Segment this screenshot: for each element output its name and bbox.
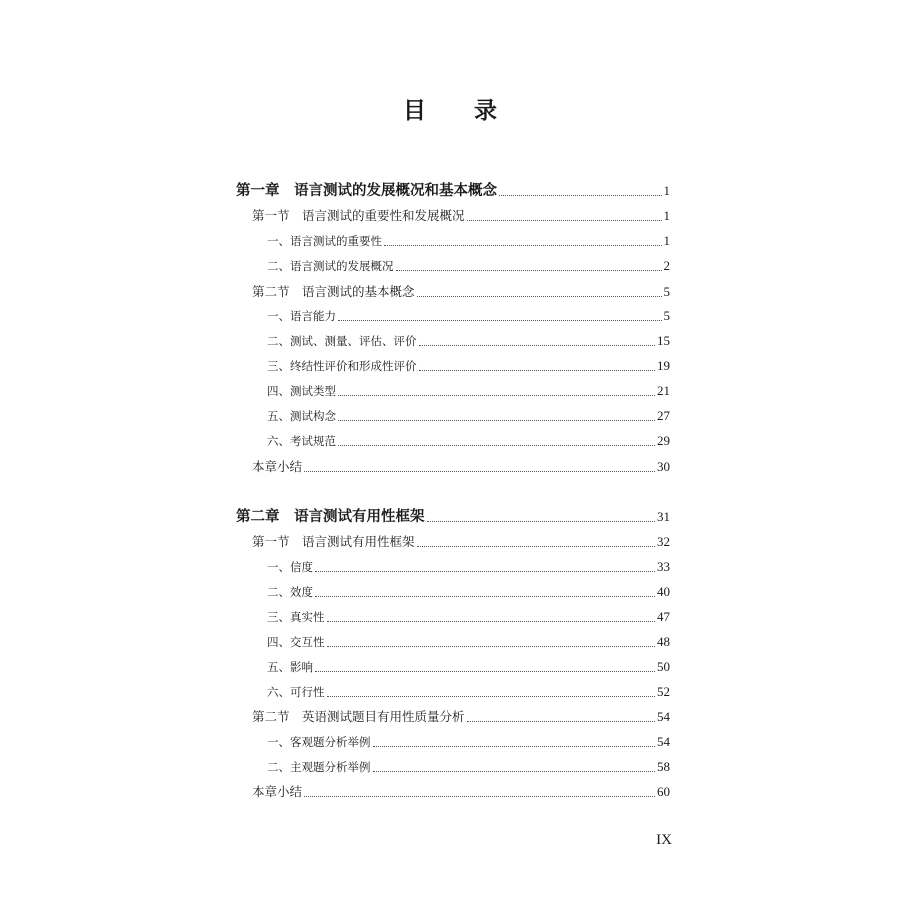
toc-entry-page: 30	[657, 459, 670, 474]
toc-entry-item	[267, 331, 670, 351]
toc-entry-label: 四、交互性	[267, 635, 325, 649]
toc-entry-label: 三、终结性评价和形成性评价	[267, 359, 417, 373]
dot-leader	[373, 771, 656, 772]
toc-entry-label: 第一章 语言测试的发展概况和基本概念	[236, 183, 497, 199]
toc-entry-item	[267, 256, 670, 276]
toc-entry-label: 五、影响	[267, 660, 313, 674]
toc-entry-item	[267, 356, 670, 376]
toc-entry-label: 一、信度	[267, 560, 313, 574]
toc-entry-label: 六、可行性	[267, 685, 325, 699]
dot-leader	[427, 521, 656, 522]
toc-entry-page: 1	[663, 183, 670, 198]
dot-leader	[384, 245, 662, 246]
toc-entry-page: 52	[657, 684, 670, 699]
toc-entry-label: 五、测试构念	[267, 409, 336, 423]
toc-entry-page: 50	[657, 659, 670, 674]
toc-entry-page: 40	[657, 584, 670, 599]
toc-entry-page: 54	[657, 734, 670, 749]
toc-entry-page: 5	[663, 308, 670, 323]
toc-entry-page: 2	[663, 258, 670, 273]
toc-entry-page: 21	[657, 383, 670, 398]
toc-entry-item	[267, 381, 670, 401]
toc-entry-label: 第二节 英语测试题目有用性质量分析	[252, 709, 465, 724]
dot-leader	[396, 270, 662, 271]
toc-entry-label: 一、语言测试的重要性	[267, 234, 382, 248]
toc-entry-item	[267, 582, 670, 602]
dot-leader	[304, 471, 655, 472]
toc-entry-label: 本章小结	[252, 459, 303, 474]
toc-entry-page: 5	[663, 284, 670, 299]
toc-entry-label: 二、效度	[267, 585, 313, 599]
toc-entry-page: 58	[657, 759, 670, 774]
dot-leader	[304, 796, 655, 797]
toc-entry-item	[267, 306, 670, 326]
toc-entry-page: 31	[657, 509, 670, 524]
dot-leader	[373, 746, 656, 747]
toc-entry-label: 一、客观题分析举例	[267, 735, 371, 749]
toc-entry-item	[267, 657, 670, 677]
toc-entry-page: 19	[657, 358, 670, 373]
toc-entry-page: 32	[657, 534, 670, 549]
toc-entry-item	[267, 607, 670, 627]
toc-entry-item	[267, 406, 670, 426]
toc-entry-item	[267, 632, 670, 652]
toc-entry-label: 第二章 语言测试有用性框架	[236, 509, 425, 525]
dot-leader	[467, 721, 655, 722]
toc-entry-section	[252, 206, 670, 226]
toc-entry-item	[267, 757, 670, 777]
toc-entry-page: 47	[657, 609, 670, 624]
toc-entry-page: 60	[657, 784, 670, 799]
dot-leader	[467, 220, 662, 221]
toc-entry-label: 第一节 语言测试有用性框架	[252, 534, 415, 549]
page-number: IX	[656, 832, 672, 848]
dot-leader	[417, 296, 662, 297]
toc-entry-section	[252, 707, 670, 727]
toc-entry-page: 33	[657, 559, 670, 574]
toc-entry-label: 第一节 语言测试的重要性和发展概况	[252, 208, 465, 223]
dot-leader	[327, 696, 656, 697]
toc-entry-section	[252, 532, 670, 552]
toc-entry-page: 54	[657, 709, 670, 724]
dot-leader	[315, 596, 655, 597]
dot-leader	[315, 571, 655, 572]
toc-entry-label: 一、语言能力	[267, 309, 336, 323]
dot-leader	[327, 646, 656, 647]
toc-entry-section	[252, 282, 670, 302]
toc-entry-page: 1	[663, 208, 670, 223]
dot-leader	[338, 420, 655, 421]
dot-leader	[338, 320, 662, 321]
toc-entry-label: 二、语言测试的发展概况	[267, 259, 394, 273]
dot-leader	[338, 445, 655, 446]
toc-entry-item	[267, 732, 670, 752]
toc-entry-section	[252, 457, 670, 477]
toc-entry-chapter	[236, 507, 670, 527]
page-title: 目 录	[402, 98, 517, 124]
dot-leader	[315, 671, 655, 672]
toc-entry-label: 三、真实性	[267, 610, 325, 624]
dot-leader	[419, 370, 656, 371]
toc-entry-label: 本章小结	[252, 784, 303, 799]
toc-entry-item	[267, 231, 670, 251]
toc-entry-label: 二、测试、测量、评估、评价	[267, 334, 417, 348]
toc-entry-label: 第二节 语言测试的基本概念	[252, 284, 415, 299]
dot-leader	[499, 195, 662, 196]
toc-entry-page: 48	[657, 634, 670, 649]
toc-entry-chapter	[236, 181, 670, 201]
dot-leader	[417, 546, 655, 547]
toc-entry-item	[267, 682, 670, 702]
toc-entry-page: 1	[663, 233, 670, 248]
toc-entry-item	[267, 431, 670, 451]
toc-entry-page: 15	[657, 333, 670, 348]
toc-entry-label: 二、主观题分析举例	[267, 760, 371, 774]
dot-leader	[338, 395, 655, 396]
toc-entry-page: 27	[657, 408, 670, 423]
toc-entry-section	[252, 782, 670, 802]
dot-leader	[327, 621, 656, 622]
dot-leader	[419, 345, 656, 346]
toc-entry-label: 四、测试类型	[267, 384, 336, 398]
toc-entry-label: 六、考试规范	[267, 434, 336, 448]
toc-entry-item	[267, 557, 670, 577]
toc-entry-page: 29	[657, 433, 670, 448]
